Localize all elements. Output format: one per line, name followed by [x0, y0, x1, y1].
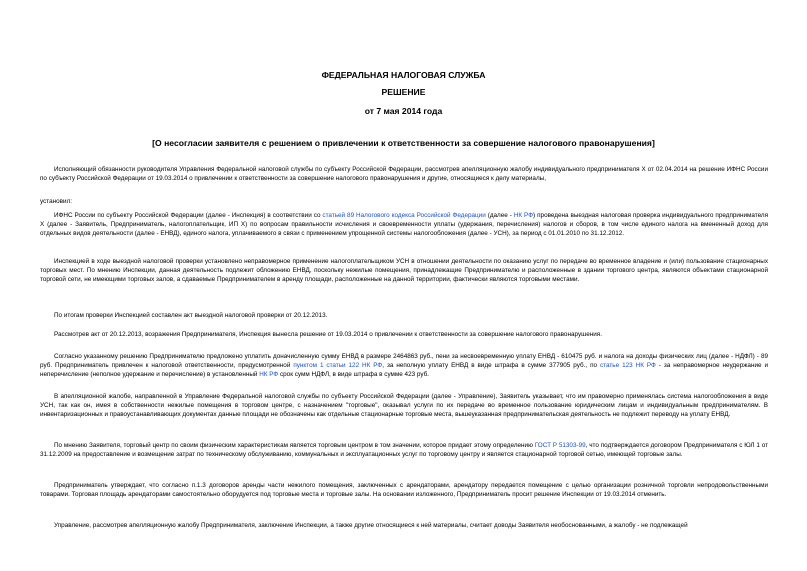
text-span: По мнению Заявителя, торговый центр по своим физическим характеристикам является торговым центром в том значении, которое придает этому определению [54, 442, 535, 449]
text-span: , что подтверждается договором Предпринимателя с ЮЛ 1 от 31.12.2009 на предоставление и возмещение затрат по техническому обслуживанию, коммунальных и эксплуатационных услуг по торговому центру и является стационарной торговой сетью, имеющей торговые залы. [40, 442, 768, 458]
link-article-122[interactable]: пунктом 1 статьи 122 НК РФ [293, 362, 383, 369]
link-gost[interactable]: ГОСТ Р 51303-99 [534, 442, 586, 449]
link-article-123[interactable]: статье 123 НК РФ [600, 362, 656, 369]
org-title: ФЕДЕРАЛЬНАЯ НАЛОГОВАЯ СЛУЖБА [321, 70, 486, 80]
doc-date: от 7 мая 2014 года [364, 106, 443, 116]
text-span: ИФНС России по субъекту Российской Федерации (далее - Инспекция) в соответствии со [54, 212, 323, 219]
text-span: , за неполную уплату ЕНВД в виде штрафа в сумме 377905 руб., по [382, 362, 600, 369]
text-span: Согласно указанному решению Предпринимателю предложено уплатить доначисленную сумму ЕНВД в размере 2464863 руб., пени за несвоевременную уплату ЕНВД - 610475 руб. и налога на доходы физических лиц (далее - НДФЛ) - 89 руб. Предприниматель привлечен к налоговой ответственности, предусмотренной [40, 353, 768, 369]
paragraph-3 [40, 211, 768, 238]
paragraph-10: Предприниматель утверждает, что согласно п.1.3 договоров аренды части нежилого помещения, заключенных с арендаторами, арендатору передается помещение с целью организации розничной торговли непродовольственными товарами. Торговая площадь арендаторами самостоятельно оборудуется под торговые места и торговые залы. На основании изложенного, Предприниматель просит решение Инспекции от 19.03.2014 отменить. [40, 482, 768, 498]
link-article-89[interactable]: статьей 89 Налогового кодекса Российской Федерации [322, 212, 486, 219]
doc-type: РЕШЕНИЕ [381, 87, 426, 97]
paragraph-7 [40, 352, 768, 379]
link-nk-rf[interactable]: НК РФ [513, 212, 534, 219]
paragraph-8: В апелляционной жалобе, направленной в Управление Федеральной налоговой службы по субъекту Российской Федерации (далее - Управление), Заявитель указывает, что им правомерно применялась система налогообложения в виде УСН, так как он, имея в собственности нежилые помещения в торговом центре, с назначением "торговые", оказывал услуги по их передаче во временное пользование юридическим лицам и индивидуальным предпринимателям. В инвентаризационных и правоустанавливающих документах данные площади не обозначены как отдельные стационарные торговые места, вышеуказанная предпринимательская деятельность не подлежит переводу на уплату ЕНВД. [40, 393, 768, 418]
doc-subject: [О несогласии заявителя с решением о привлечении к ответственности за совершение налогового правонарушения] [152, 138, 655, 148]
paragraph-11: Управление, рассмотрев апелляционную жалобу Предпринимателя, заключение Инспекции, а также другие относящиеся к ней материалы, считает доводы Заявителя необоснованными, а жалобу - не подлежащей [54, 522, 688, 529]
paragraph-5: По итогам проверки Инспекцией составлен акт выездной налоговой проверки от 20.12.2013. [54, 312, 328, 319]
paragraph-1: Исполняющий обязанности руководителя Управления Федеральной налоговой службы по субъекту Российской Федерации, рассмотрев апелляционную жалобу индивидуального предпринимателя Х от 02.04.2014 на решение ИФНС России по субъекту Российской Федерации от 19.03.2014 о привлечении к ответственности за совершение налогового правонарушения и другие, относящиеся к делу материалы, [40, 166, 768, 182]
link-nk-rf-2[interactable]: НК РФ [259, 371, 279, 378]
text-span: срок сумм НДФЛ, в виде штрафа в сумме 423 руб. [278, 371, 430, 378]
text-span: (далее - [485, 212, 514, 219]
paragraph-established: установил: [40, 198, 73, 205]
paragraph-9 [40, 441, 768, 459]
paragraph-4: Инспекцией в ходе выездной налоговой проверки установлено неправомерное применение налогоплательщиком УСН в отношении деятельности по оказанию услуг по передаче во временное владение и (или) пользование стационарных торговых мест. По мнению Инспекции, данная деятельность подлежит обложению ЕНВД, поскольку нежилые помещения, принадлежащие Предпринимателю и расположенные в здании торгового центра, являются объектами стационарной торговой сети, не имеющими торговых залов, а сдаваемые Предпринимателем в аренду площади, расположенные на данной территории, фактически являются торговыми местами. [40, 258, 768, 283]
text-span: - за неправомерное неудержание и неперечисление (неполное удержание и перечисление) в установленный [40, 362, 769, 378]
text-span: ) проведена выездная налоговая проверка индивидуального предпринимателя Х (далее - Заявитель, Предприниматель, налогоплательщик, ИП Х) по вопросам правильности исчисления и своевременности уплаты (удержания, перечисления) налогов и сборов, в том числе единого налога на вмененный доход для отдельных видов деятельности (далее - ЕНВД), единого налога, уплачиваемого в связи с применением упрощенной системы налогообложения (далее - УСН), за период с 01.01.2010 по 31.12.2012. [40, 212, 769, 237]
paragraph-6: Рассмотрев акт от 20.12.2013, возражения Предпринимателя, Инспекция вынесла решение от 19.03.2014 о привлечении к ответственности за совершение налогового правонарушения. [54, 331, 602, 338]
